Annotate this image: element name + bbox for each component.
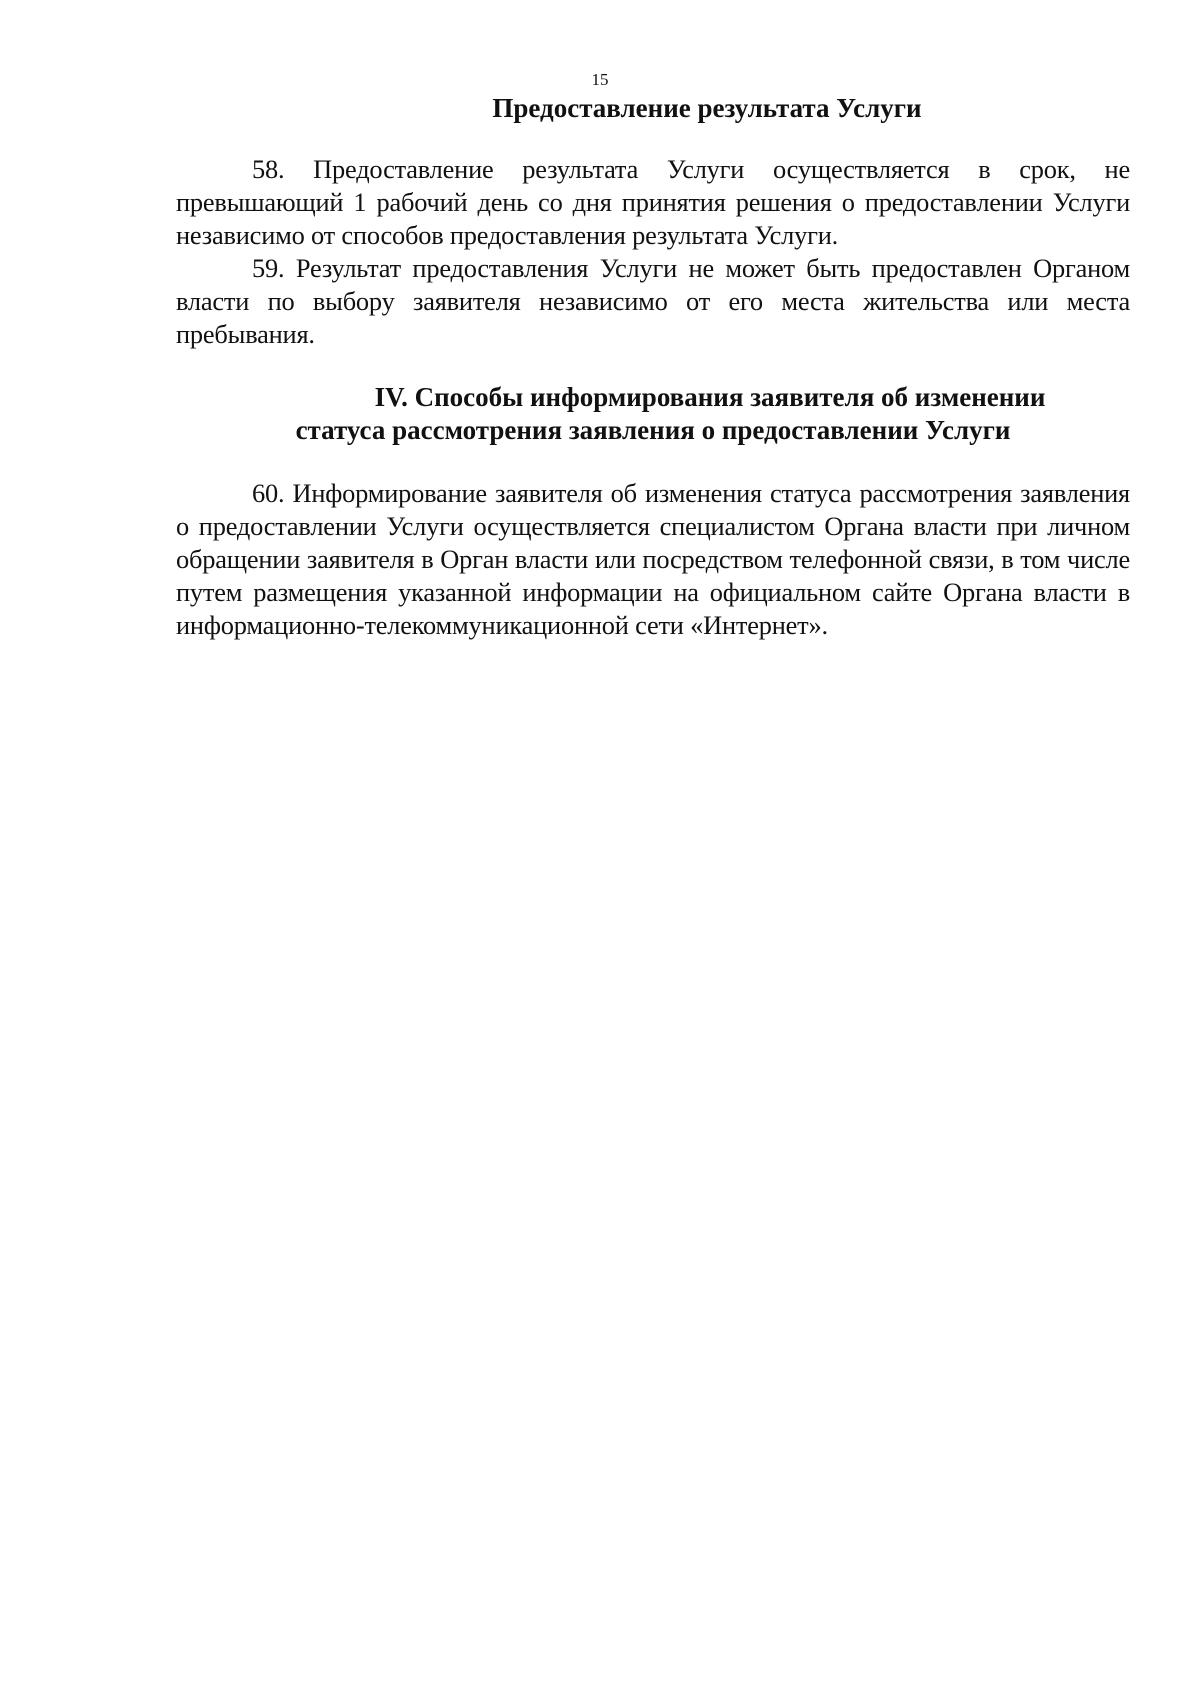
section-heading-iv-line-2: статуса рассмотрения заявления о предоставлении Услуги — [295, 415, 1011, 445]
paragraph-58: 58. Предоставление результата Услуги осуществляется в срок, не превышающий 1 рабочий день со дня принятия решения о предоставлении Услуги независимо от способов предоставления результата Услуги. — [176, 154, 1130, 250]
section-heading-result-delivery: Предоставление результата Услуги — [492, 93, 922, 123]
section-heading-iv-line-1: IV. Способы информирования заявителя об изменении — [374, 382, 1046, 412]
paragraph-59: 59. Результат предоставления Услуги не может быть предоставлен Органом власти по выбору заявителя независимо от его места жительства или места пребывания. — [176, 253, 1130, 349]
paragraph-60: 60. Информирование заявителя об изменения статуса рассмотрения заявления о предоставлении Услуги осуществляется специалистом Органа власти при личном обращении заявителя в Орган власти или посредством телефонной связи, в том числе путем размещения указанной информации на официальном сайте Органа власти в информационно-телекоммуникационной сети «Интернет». — [176, 478, 1130, 640]
section-heading-iv — [176, 381, 1130, 447]
page-number: 15 — [591, 70, 609, 89]
document-content — [176, 92, 1130, 642]
